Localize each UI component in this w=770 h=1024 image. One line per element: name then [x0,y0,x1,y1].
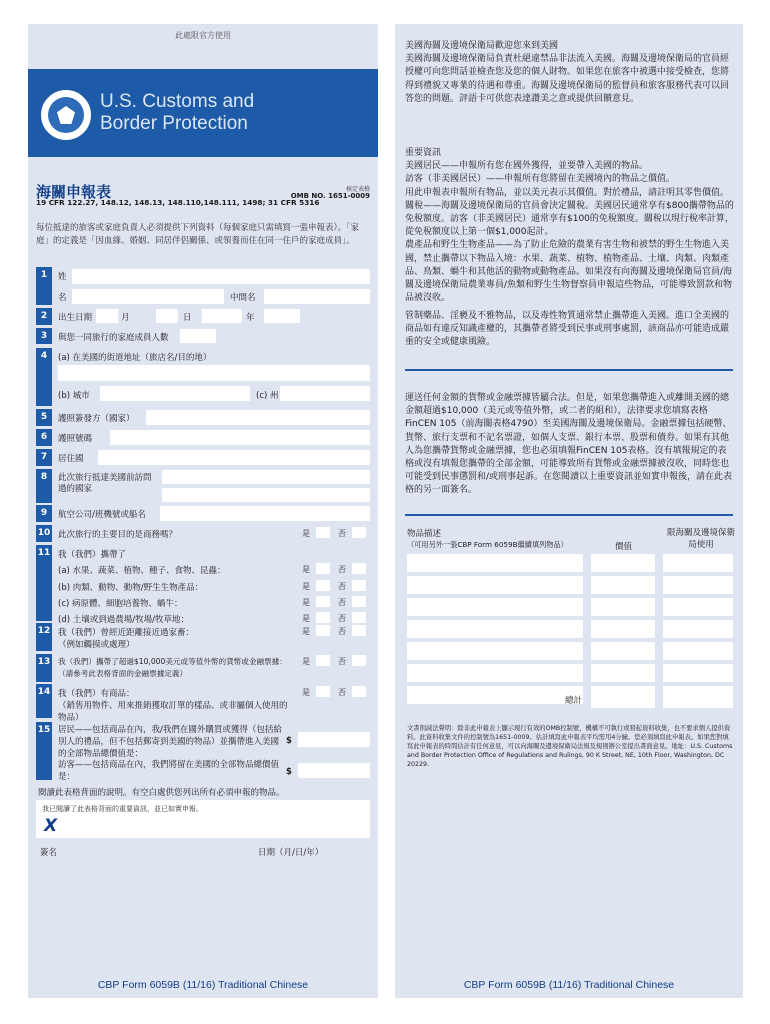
signature-label: 簽名 [40,848,58,858]
yes-label-11b: 是 [302,582,310,591]
item-desc-row-7[interactable] [407,686,583,704]
item-desc-row-5[interactable] [407,642,583,660]
declare-info: 用此申報表申報所有物品，並以美元表示其價值。對於禮品，請註明其零售價值。 [405,187,730,198]
item-value-row-4[interactable] [591,620,655,638]
item-number-4: 4 [36,348,52,406]
fruits-label: (a) 水果、蔬菜、植物、種子、食物、昆蟲： [58,566,226,576]
no-checkbox-12[interactable] [352,625,366,636]
form-footer-left: CBP Form 6059B (11/16) Traditional Chinese [97,979,309,991]
yes-checkbox-11b[interactable] [316,580,330,591]
item-value-row-6[interactable] [591,664,655,682]
banner-line-1: U.S. Customs and [100,91,255,112]
no-checkbox-10[interactable] [352,527,366,538]
section-divider [405,369,733,371]
state-label: (c) 州 [256,391,279,401]
item-number-11: 11 [36,545,52,621]
city-label: (b) 城市 [58,391,90,401]
front-page [28,24,378,998]
resident-currency-symbol: $ [286,736,292,746]
merchandise-sub-label: （銷售用物件、用來推銷獲取訂單的樣品、或非屬個人使用的物品） [58,701,288,723]
item-official-row-5 [663,642,733,660]
birth-day-field[interactable] [156,309,178,323]
item-number-1: 1 [36,267,52,305]
us-address-label: (a) 在美國的街道地址（旅店名/目的地） [58,353,212,363]
item-value-row-5[interactable] [591,642,655,660]
total-official-field [663,690,733,708]
item-number-15: 15 [36,722,52,780]
birth-month-field[interactable] [96,309,118,323]
controlled-substances-text: 管制藥品、淫褻及不雅物品，以及毒性物質通常禁止攜帶進入美國。進口全美國的商品如有違反知識產權的，其攜帶者將受到民事或刑事處罰，該商品亦可能造成嚴重的安全或健康風險。 [405,311,730,348]
passport-issuer-field[interactable] [146,410,370,425]
merchandise-label: 我（我們）有商品： [58,689,135,699]
surname-label: 姓 [58,272,67,282]
yes-label-13: 是 [302,657,310,666]
meats-label: (b) 肉類、動物、動物/野生生物產品： [58,583,204,593]
no-label-11a: 否 [338,565,346,574]
yes-checkbox-12[interactable] [316,625,330,636]
duty-info: 關稅——海關及邊境保衛局的官員會決定關稅。美國居民通常享有$800攜帶物品的免稅額度。訪客（非美國居民）通常享有$100的免稅額度。關稅以現行稅率計算，從免稅額度以上第一個$1,000起計。 [405,200,734,238]
item-number-10: 10 [36,525,52,542]
no-checkbox-11b[interactable] [352,580,366,591]
item-official-row-2 [663,576,733,594]
resident-total-field[interactable] [298,732,370,747]
banner-line-2: Border Protection [100,113,248,134]
total-label: 總計 [565,696,583,706]
official-use-header: 限海關及邊境保衛局使用 [666,528,735,550]
item-desc-row-4[interactable] [407,620,583,638]
no-checkbox-11d[interactable] [352,612,366,623]
birth-year-spacer[interactable] [202,309,242,323]
back-page [395,24,743,998]
signature-x-mark: X [44,816,58,836]
item-desc-row-6[interactable] [407,664,583,682]
family-members-field[interactable] [180,329,216,343]
visitor-currency-symbol: $ [286,767,292,777]
countries-visited-field-1[interactable] [162,470,370,484]
omb-label: 核定表格 [345,186,370,193]
yes-label-14: 是 [302,688,310,697]
form-footer-right: CBP Form 6059B (11/16) Traditional Chinese [463,979,675,991]
given-name-field[interactable] [72,289,224,304]
yes-label-11a: 是 [302,565,310,574]
item-number-13: 13 [36,654,52,682]
no-label-13: 否 [338,657,346,666]
item-number-7: 7 [36,449,52,466]
no-checkbox-11a[interactable] [352,563,366,574]
cbp-banner [28,69,378,157]
item-desc-row-3[interactable] [407,598,583,616]
month-label: 月 [121,313,130,323]
signature-statement: 我已閱讀了此表格背面的重要資訊，並已如實申報。 [42,805,203,813]
cfr-reference: 19 CFR 122.27, 148.12, 148.13, 148.110,148.111, 1498; 31 CFR 5316 [36,198,320,207]
currency-sub-label: （請參考此表格背面的金融票據定義） [58,669,188,678]
middle-name-field[interactable] [264,289,370,304]
no-checkbox-11c[interactable] [352,596,366,607]
no-label-14: 否 [338,688,346,697]
yes-checkbox-13[interactable] [316,655,330,666]
passport-number-field[interactable] [110,430,370,445]
soil-label: (d) 土壤或到過農場/牧場/牧草地： [58,615,189,625]
yes-checkbox-11d[interactable] [316,612,330,623]
birth-year-field[interactable] [264,309,300,323]
yes-checkbox-10[interactable] [316,527,330,538]
item-official-row-1 [663,554,733,572]
visitor-total-label: 訪客——包括商品在內，我們將留在美國的全部物品總價值是： [58,760,280,782]
yes-checkbox-14[interactable] [316,686,330,697]
given-name-label: 名 [58,293,67,303]
item-desc-row-1[interactable] [407,554,583,572]
visitor-total-field[interactable] [298,763,370,778]
no-label-11b: 否 [338,582,346,591]
livestock-sub-label: （例如觸摸或處理） [58,640,135,650]
item-value-row-1[interactable] [591,554,655,572]
form-title: 海關申報表 [36,183,112,201]
item-number-3: 3 [36,328,52,344]
total-value-field[interactable] [591,690,655,708]
no-checkbox-14[interactable] [352,686,366,697]
city-field[interactable] [100,386,250,401]
carrying-label: 我（我們）攜帶了 [58,550,127,560]
business-purpose-label: 此次旅行的主要目的是商務嗎？ [58,530,178,540]
item-number-6: 6 [36,429,52,446]
welcome-block [405,40,735,106]
residence-country-field[interactable] [98,450,370,465]
us-address-field[interactable] [58,365,370,381]
item-value-row-2[interactable] [591,576,655,594]
yes-label-12: 是 [302,627,310,636]
no-label-10: 否 [338,529,346,538]
item-number-14: 14 [36,684,52,718]
item-number-5: 5 [36,409,52,426]
item-value-row-3[interactable] [591,598,655,616]
items-description-header: 物品描述 [407,529,442,539]
intro-text: 每位抵達的旅客或家庭負責人必須提供下列資料（每個家庭只需填寫一張申報表）。「家庭」的定義是「因血緣、婚姻、同居伴侶關係、或領養而住在同一住戶的家庭成員」。 [36,223,360,246]
welcome-text: 美國海關及邊境保衛局負責杜絕違禁品非法流入美國。海關及邊境保衛局的官員經授權可向您問話並檢查您及您的個人財物。如果您在旅客中被選中接受檢查，您將得到禮貌又專業的待遇和尊重。海關及邊境保衛局的監督員和旅客服務代表可以回答您的問題。評語卡可供您表達讚美之意或提供回饋意見。 [405,54,730,104]
yes-label-11c: 是 [302,598,310,607]
countries-visited-field-2[interactable] [162,488,370,502]
surname-field[interactable] [72,269,370,284]
state-field[interactable] [280,386,370,401]
value-header: 價值 [615,542,633,552]
item-official-row-3 [663,598,733,616]
pathogens-label: (c) 病原體、細胞培養物、蝸牛： [58,599,183,609]
item-official-row-4 [663,620,733,638]
dhs-seal-icon [38,87,94,143]
countries-visited-label: 此次旅行抵達美國前訪問過的國家 [58,473,152,494]
item-number-9: 9 [36,505,52,522]
passport-issuer-label: 護照簽發方（國家） [58,414,135,424]
passport-number-label: 護照號碼 [58,434,93,444]
table-divider [405,514,733,516]
agriculture-info: 農產品和野生生物產品——為了防止危險的農業有害生物和被禁的野生生物進入美國，禁止攜帶以下物品入境：水果、蔬菜、植物、植物產品、土壤、肉類、肉類產品、鳥類、蝸牛和其他活的動物或動物產品。如果沒有向海關及邊境保衛局官員/海關及邊境保衛局農業專員/魚類和野生生物督察員申報這些物品，可能導致罰款和物品被沒收。 [405,240,733,304]
important-title: 重要資訊 [405,148,442,158]
date-label: 日期（月/日/年） [258,848,324,858]
middle-name-label: 中間名 [230,293,256,303]
birth-date-label: 出生日期 [58,313,93,323]
no-label-11c: 否 [338,598,346,607]
yes-label-11d: 是 [302,614,310,623]
back-instruction: 閱讀此表格背面的說明。有空白處供您列出所有必須申報的物品。 [38,788,285,798]
yes-checkbox-11a[interactable] [316,563,330,574]
item-official-row-6 [663,664,733,682]
items-description-subheader: （可用另外一張CBP Form 6059B繼續填列物品） [407,540,568,549]
welcome-title: 美國海關及邊境保衛局歡迎您來到美國 [405,41,559,51]
year-label: 年 [246,313,255,323]
livestock-label: 我（我們）曾經近距離接近過家畜： [58,628,195,638]
yes-checkbox-11c[interactable] [316,596,330,607]
currency-reporting-text: 運送任何金額的貨幣或金融票據皆屬合法。但是，如果您攜帶進入或離開美國的總金額超過$10,000（美元或等值外幣，或二者的組和），法律要求您填寫表格FinCEN 105（前海關表格4790）至美國海關及邊境保衛局。金融票據包括硬幣、貨幣、旅行支票和不記名票證，如個人支票、銀行本票、股票和債券。如果有其他人為您攜帶貨幣或金融票據，您也必須填報FinCEN 105表格。沒有填報規定的表格或沒有填報您攜帶的全部金額，可能導致所有貨幣或金融票據被沒收，同時您也可能受到民事懲罰和/或刑事起訴。在您閱讀以上重要資訊並如實申報後，請在此表格的另一面簽名。 [405,393,733,496]
resident-info: 美國居民——申報所有您在國外獲得，並要帶入美國的物品。 [405,161,649,172]
official-use-note: 此處限官方使用 [175,31,231,40]
item-desc-row-2[interactable] [407,576,583,594]
visitor-info: 訪客（非美國居民）——申報所有您將留在美國境內的物品之價值。 [405,174,676,185]
residence-country-label: 居住國 [58,454,84,464]
family-members-label: 與您一同旅行的家庭成員人數 [58,333,169,343]
yes-label-10: 是 [302,529,310,538]
paperwork-notice: 文書削減法聲明：除非此申報表上顯示現行有效的OMB控制號，機構不可執行或發起資料收集，也不要求個人提供資料。此資料收集文件的控制號為1651-0009。估計填寫此申報表平均需用4分鐘。您必須填寫此申報表。如果您對填寫此申報表的時間估計有任何意見，可以向海關及邊境保衛局法規及規則辦公室提出書面意見。地址：U.S. Customs and Border Protection Office of Regulations and Rulings, 90 K Street, NE, 10th Floor, Washington, DC 20229. [407,725,733,768]
no-label-11d: 否 [338,614,346,623]
no-label-12: 否 [338,627,346,636]
resident-total-label: 居民——包括商品在內，我/我們在國外購買或獲得（包括給別人的禮品，但不包括郵寄到美國的物品）並攜帶進入美國的全部物品總價值是： [58,725,282,759]
item-number-8: 8 [36,469,52,503]
day-label: 日 [183,313,192,323]
carrier-field[interactable] [160,506,370,521]
carrier-label: 航空公司/班機號或船名 [58,510,146,520]
omb-number: OMB NO. 1651-0009 [290,192,370,200]
currency-label: 我（我們）攜帶了超過$10,000美元或等值外幣的貨幣或金融票據： [58,657,287,666]
no-checkbox-13[interactable] [352,655,366,666]
item-number-12: 12 [36,623,52,651]
item-number-2: 2 [36,308,52,325]
important-block [405,147,735,305]
